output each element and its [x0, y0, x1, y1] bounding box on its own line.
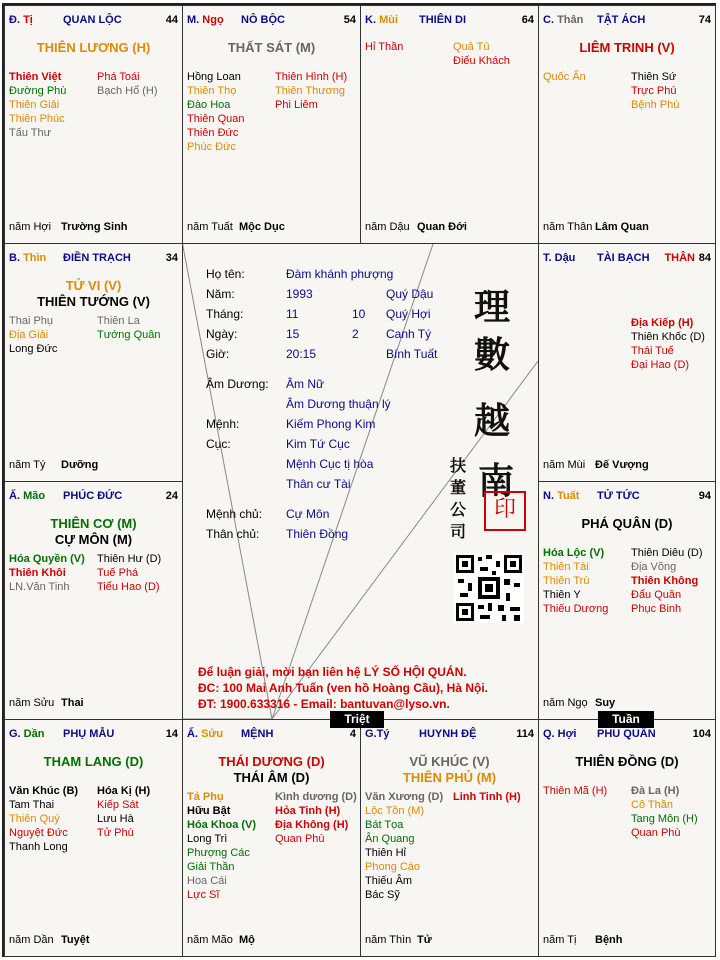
trang-sinh-stage: Bệnh — [595, 934, 623, 946]
minor-star: Thiên Mã (H) — [543, 785, 608, 797]
horoscope-chart — [2, 3, 716, 957]
minor-star: Phá Toái — [97, 71, 140, 83]
tuan-tag: Tuần — [598, 711, 654, 728]
minor-star: Tướng Quân — [97, 329, 161, 341]
trang-sinh-stage: Mộc Dục — [239, 221, 285, 233]
minor-star: Tiểu Hao (D) — [97, 581, 160, 593]
minor-star: Phi Liêm — [275, 99, 318, 111]
hour-value: 20:15 — [286, 347, 317, 361]
cuc-label: Cục: — [206, 437, 231, 451]
age-number: 4 — [349, 728, 356, 740]
main-star: PHÁ QUÂN (D) — [581, 516, 673, 531]
right-star-column — [631, 316, 705, 372]
palace-name: HUYNH ĐỆ — [419, 728, 477, 740]
main-star: TỬ VI (V) — [65, 278, 122, 293]
year-label: năm Tị — [543, 934, 577, 946]
branch-label: Q. Hợi — [543, 728, 577, 740]
year-label: năm Ngọ — [543, 697, 588, 709]
minor-star: Ân Quang — [365, 833, 415, 845]
thanchu-label: Thân chủ: — [206, 527, 260, 541]
minor-star: Linh Tinh (H) — [453, 791, 521, 803]
palace-name: TÀI BẠCH — [597, 252, 650, 264]
right-star-column — [275, 790, 357, 846]
age-number: 54 — [343, 14, 356, 26]
minor-star: Văn Xương (D) — [365, 791, 444, 803]
minor-star: Thiếu Dương — [543, 603, 609, 615]
year-label: năm Sửu — [9, 697, 55, 709]
menh-value: Kiếm Phong Kim — [286, 417, 376, 431]
palace-cell-dau[interactable] — [538, 243, 716, 482]
left-star-column — [365, 40, 403, 54]
minor-star: Lực Sĩ — [187, 889, 220, 901]
palace-name: ĐIỀN TRẠCH — [63, 252, 131, 264]
age-number: 24 — [165, 490, 178, 502]
trang-sinh-stage: Dưỡng — [61, 459, 99, 471]
minor-star: Phượng Các — [187, 847, 250, 859]
age-number: 34 — [165, 252, 178, 264]
minor-star: Quốc Ấn — [543, 71, 586, 83]
trang-sinh-stage: Tuyệt — [61, 934, 90, 946]
minor-star: Thiên Quý — [9, 813, 60, 825]
branch-label: G.Tý — [365, 728, 390, 740]
hour-canchi: Bính Tuất — [386, 347, 438, 361]
year-label: năm Dần — [9, 934, 54, 946]
year-label: năm Mùi — [543, 459, 586, 471]
name-label: Họ tên: — [206, 267, 245, 281]
minor-star: Thiên Hỉ — [365, 847, 406, 859]
minor-star: Kiếp Sát — [97, 799, 139, 811]
calligraphy-small-4: 司 — [450, 522, 467, 541]
age-number: 114 — [516, 728, 534, 740]
qr-code[interactable] — [454, 553, 524, 623]
minor-star: Cô Thần — [631, 799, 673, 811]
branch-label: K. Mùi — [365, 14, 399, 26]
menhchu-value: Cự Môn — [286, 507, 330, 521]
minor-star: Quan Phù — [275, 833, 325, 845]
main-star: THIÊN TƯỚNG (V) — [37, 294, 150, 309]
left-star-column — [9, 552, 85, 594]
minor-star: Long Trì — [187, 833, 228, 845]
minor-star: Hữu Bật — [187, 805, 231, 817]
left-star-column — [9, 784, 78, 854]
minor-star: Kình dương (D) — [275, 791, 357, 803]
age-number: 64 — [521, 14, 534, 26]
minor-star: Hóa Quyền (V) — [9, 553, 85, 565]
name-value: Đàm khánh phượng — [286, 267, 394, 281]
age-number: 44 — [165, 14, 178, 26]
contact-line-1: Để luận giải, mời bạn liên hệ LÝ SỐ HỘI QUÁN. — [198, 665, 467, 679]
branch-label: T. Dậu — [543, 252, 576, 264]
year-label: năm Hợi — [9, 221, 52, 233]
main-star: THÁI DƯƠNG (D) — [218, 754, 325, 769]
right-star-column — [453, 790, 521, 804]
trang-sinh-stage: Đế Vượng — [595, 459, 649, 471]
branch-label: Ấ. Sửu — [187, 728, 224, 740]
main-star: THIÊN ĐỒNG (D) — [575, 754, 679, 769]
minor-star: Hồng Loan — [187, 71, 241, 83]
minor-star: Tang Môn (H) — [631, 813, 698, 825]
calligraphy-char-3: 越 — [474, 400, 511, 442]
left-star-column — [543, 70, 586, 84]
year-label: năm Thìn — [365, 934, 412, 946]
minor-star: Đà La (H) — [631, 785, 680, 797]
minor-star: Tấu Thư — [9, 127, 52, 139]
branch-label: B. Thìn — [9, 252, 47, 264]
palace-cell-than[interactable] — [538, 5, 716, 244]
minor-star: Thiên Sứ — [631, 71, 677, 83]
minor-star: Thiên Không — [631, 575, 699, 587]
palace-cell-thin[interactable] — [4, 243, 183, 482]
minor-star: Hỏa Tinh (H) — [275, 805, 341, 817]
palace-name: NÔ BỘC — [241, 14, 285, 26]
minor-star: Lưu Hà — [97, 813, 134, 825]
age-number: 94 — [698, 490, 711, 502]
palace-name: TỬ TỨC — [597, 490, 640, 502]
palace-name: PHU QUÂN — [597, 728, 656, 740]
right-star-column — [631, 784, 698, 840]
palace-cell-ty[interactable] — [360, 719, 539, 957]
hour-label: Giờ: — [206, 347, 230, 361]
minor-star: Thiên Trù — [543, 575, 590, 587]
minor-star: Địa Võng — [631, 561, 677, 573]
thanchu-value: Thiên Đồng — [286, 527, 349, 541]
triet-tag: Triệt — [330, 711, 384, 728]
calligraphy-small-3: 公 — [450, 500, 467, 519]
palace-cell-suu[interactable] — [182, 719, 361, 957]
palace-cell-hoi[interactable] — [538, 719, 716, 957]
minor-star: Thiên Giải — [9, 99, 60, 111]
minor-star: Thiên Quan — [187, 113, 245, 125]
trang-sinh-stage: Thai — [61, 697, 84, 709]
palace-cell-mui[interactable] — [360, 5, 539, 244]
day-value: 15 — [286, 327, 300, 341]
minor-star: Bạch Hổ (H) — [97, 85, 158, 97]
palace-name: TẬT ÁCH — [597, 14, 646, 26]
month-lunar: 10 — [352, 307, 366, 321]
minor-star: Địa Kiếp (H) — [631, 317, 694, 329]
branch-label: C. Thân — [543, 14, 584, 26]
left-star-column — [187, 790, 256, 902]
main-star: CỰ MÔN (M) — [54, 532, 133, 547]
right-star-column — [453, 40, 510, 68]
branch-label: G. Dần — [9, 728, 45, 740]
main-star: THAM LANG (D) — [43, 754, 144, 769]
minor-star: Lộc Tồn (M) — [365, 805, 425, 817]
minor-star: Thanh Long — [9, 841, 68, 853]
year-label: năm Mão — [187, 934, 233, 946]
day-lunar: 2 — [352, 327, 359, 341]
year-label: năm Tý — [9, 459, 46, 471]
year-label: năm Tuất — [187, 221, 233, 233]
minor-star: Thiên Việt — [9, 71, 62, 83]
minor-star: Phúc Đức — [187, 141, 236, 153]
minor-star: Đẩu Quân — [631, 589, 682, 601]
minor-star: Văn Khúc (B) — [9, 785, 79, 797]
minor-star: Tuế Phá — [97, 567, 139, 579]
palace-cell-dan[interactable] — [4, 719, 183, 957]
minor-star: Thiên Hư (D) — [97, 553, 162, 565]
amduong-relation: Âm Dương thuận lý — [286, 397, 391, 411]
minor-star: Thái Tuế — [631, 345, 674, 357]
minor-star: Trực Phù — [631, 85, 677, 97]
minor-star: Điếu Khách — [453, 55, 510, 67]
palace-name: MỆNH — [241, 728, 274, 740]
branch-label: N. Tuất — [543, 490, 580, 502]
year-label: Năm: — [206, 287, 235, 301]
than-position: Thân cư Tài — [286, 477, 351, 491]
left-star-column — [9, 314, 57, 356]
than-marker: THÂN — [664, 252, 695, 264]
minor-star: Thiếu Âm — [365, 875, 413, 887]
branch-label: Ấ. Mão — [9, 490, 46, 502]
main-star: LIÊM TRINH (V) — [579, 40, 675, 55]
minor-star: Hỉ Thần — [365, 41, 404, 53]
cuc-value: Kim Tứ Cục — [286, 437, 350, 451]
age-number: 84 — [698, 252, 711, 264]
calligraphy-char-4: 南 — [478, 460, 515, 502]
cuc-relation: Mệnh Cục tị hòa — [286, 457, 374, 471]
minor-star: Hóa Khoa (V) — [187, 819, 257, 831]
menhchu-label: Mệnh chủ: — [206, 507, 263, 521]
year-value: 1993 — [286, 287, 313, 301]
left-star-column — [543, 546, 608, 616]
minor-star: Thiên Thương — [275, 85, 346, 97]
main-star: VŨ KHÚC (V) — [409, 754, 490, 769]
month-value: 11 — [286, 307, 299, 321]
trang-sinh-stage: Suy — [595, 697, 616, 709]
calligraphy-small-2: 董 — [450, 478, 467, 497]
minor-star: Tử Phù — [97, 827, 134, 839]
menh-label: Mệnh: — [206, 417, 240, 431]
minor-star: Thiên Y — [543, 589, 581, 601]
trang-sinh-stage: Lâm Quan — [595, 221, 649, 233]
left-star-column — [9, 70, 66, 140]
minor-star: Hóa Kị (H) — [97, 785, 151, 797]
main-star: THIÊN PHỦ (M) — [402, 770, 497, 785]
minor-star: Giải Thần — [187, 861, 235, 873]
calligraphy-small-1: 扶 — [450, 456, 467, 475]
year-canchi: Quý Dậu — [386, 287, 434, 301]
minor-star: Bệnh Phù — [631, 99, 680, 111]
minor-star: Long Đức — [9, 343, 58, 355]
left-star-column — [543, 784, 607, 798]
minor-star: Bác Sỹ — [365, 889, 400, 901]
contact-line-2: ĐC: 100 Mai Anh Tuấn (ven hồ Hoàng Cầu), Hà Nội. — [198, 681, 489, 695]
minor-star: LN.Văn Tinh — [9, 581, 70, 593]
main-star: THÁI ÂM (D) — [233, 770, 310, 785]
minor-star: Phục Binh — [631, 603, 682, 615]
palace-name: QUAN LỘC — [63, 14, 122, 26]
palace-name: PHÚC ĐỨC — [63, 490, 123, 502]
minor-star: Thiên Hình (H) — [275, 71, 348, 83]
palace-cell-mao[interactable] — [4, 481, 183, 720]
right-star-column — [631, 70, 679, 112]
main-star: THẤT SÁT (M) — [227, 40, 316, 55]
palace-name: THIÊN DI — [419, 14, 467, 26]
main-star: THIÊN LƯƠNG (H) — [36, 40, 151, 55]
day-canchi: Canh Tý — [386, 327, 432, 341]
trang-sinh-stage: Tử — [417, 934, 432, 946]
right-star-column — [97, 70, 158, 98]
right-star-column — [97, 552, 161, 594]
minor-star: Phong Cáo — [365, 861, 421, 873]
branch-label: Đ. Tị — [9, 14, 33, 26]
minor-star: Quan Phù — [631, 827, 681, 839]
right-star-column — [275, 70, 347, 112]
trang-sinh-stage: Quan Đới — [417, 221, 467, 233]
palace-cell-tuat[interactable] — [538, 481, 716, 720]
palace-cell-ngo[interactable] — [182, 5, 361, 244]
right-star-column — [631, 546, 703, 616]
amduong-label: Âm Dương: — [206, 377, 269, 391]
palace-name: PHỤ MẪU — [63, 728, 115, 740]
minor-star: Thiên Khôi — [9, 567, 66, 579]
minor-star: Thiên Tài — [543, 561, 589, 573]
amduong-value: Âm Nữ — [286, 377, 325, 391]
contact-line-3[interactable]: ĐT: 1900.633316 - Email: bantuvan@lyso.vn. — [198, 697, 450, 711]
minor-star: Đại Hao (D) — [631, 359, 690, 371]
right-star-column — [97, 314, 161, 342]
calligraphy-char-2: 數 — [474, 334, 511, 376]
age-number: 14 — [165, 728, 178, 740]
minor-star: Địa Không (H) — [275, 819, 349, 831]
year-label: năm Thân — [543, 221, 593, 233]
age-number: 74 — [698, 14, 711, 26]
minor-star: Hóa Lộc (V) — [543, 547, 605, 559]
minor-star: Quả Tú — [453, 41, 490, 53]
minor-star: Thiên La — [97, 315, 140, 327]
month-canchi: Quý Hợi — [386, 307, 431, 321]
minor-star: Nguyệt Đức — [9, 827, 68, 839]
minor-star: Tả Phụ — [187, 791, 224, 803]
branch-label: M. Ngọ — [187, 14, 224, 26]
right-star-column — [97, 784, 150, 840]
calligraphy-char-1: 理 — [474, 286, 511, 328]
month-label: Tháng: — [206, 307, 244, 321]
center-info-panel — [184, 243, 540, 719]
minor-star: Thiên Phúc — [9, 113, 65, 125]
main-star: THIÊN CƠ (M) — [50, 516, 137, 531]
minor-star: Đào Hoa — [187, 99, 231, 111]
minor-star: Thiên Thọ — [187, 85, 237, 97]
minor-star: Thiên Diêu (D) — [631, 547, 703, 559]
left-star-column — [187, 70, 244, 154]
minor-star: Hoa Cái — [187, 875, 227, 887]
day-label: Ngày: — [206, 327, 238, 341]
red-seal: 印 — [484, 491, 526, 531]
minor-star: Tam Thai — [9, 799, 55, 811]
minor-star: Địa Giải — [9, 329, 49, 341]
trang-sinh-stage: Trường Sinh — [61, 221, 128, 233]
minor-star: Đường Phù — [9, 85, 67, 97]
palace-cell-ti[interactable] — [4, 5, 183, 244]
trang-sinh-stage: Mộ — [239, 934, 255, 946]
minor-star: Thai Phụ — [9, 315, 54, 327]
minor-star: Thiên Đức — [187, 127, 239, 139]
left-star-column — [365, 790, 443, 902]
minor-star: Bát Tọa — [365, 819, 404, 831]
age-number: 104 — [692, 728, 711, 740]
minor-star: Thiên Khốc (D) — [631, 331, 705, 343]
year-label: năm Dậu — [365, 221, 410, 233]
